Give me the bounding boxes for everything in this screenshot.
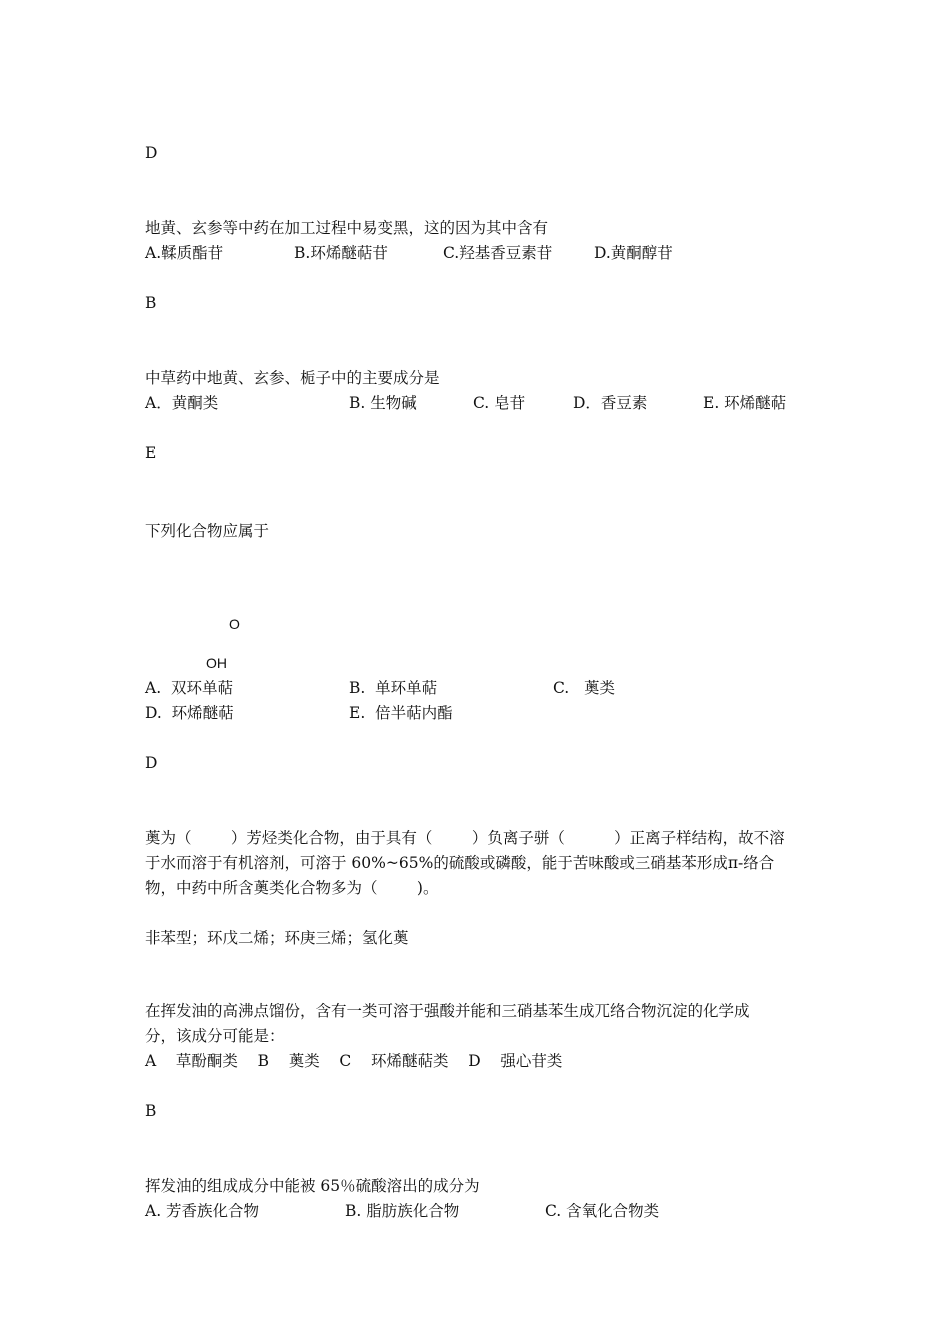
q2-option-d: D.黄酮醇苷 (594, 244, 673, 262)
answer-3: E (145, 444, 157, 462)
q3-option-a: A．黄酮类 (145, 394, 219, 412)
q7-option-b: B. 脂肪族化合物 (345, 1202, 460, 1220)
q4-option-a: A. 双环单萜 (145, 679, 233, 697)
q6-options: A 草酚酮类 B 薁类 C 环烯醚萜类 D 强心苷类 (145, 1052, 563, 1070)
question-6-line-2: 分，该成分可能是： (145, 1027, 285, 1045)
structure-label-o: O (229, 616, 240, 632)
answer-5: 非苯型；环戊二烯；环庚三烯；氢化薁 (145, 929, 409, 947)
q3-option-c: C. 皂苷 (473, 394, 526, 412)
q4-option-c: C. 薁类 (553, 679, 616, 697)
q3-option-d: D．香豆素 (573, 394, 648, 412)
q7-option-a: A. 芳香族化合物 (145, 1202, 260, 1220)
q2-option-a: A.鞣质酯苷 (145, 244, 224, 262)
question-5-line-1: 薁为（ ）芳烃类化合物，由于具有（ ）负离子骈（ ）正离子样结构，故不溶 (145, 829, 785, 847)
answer-1: D (145, 144, 158, 162)
q4-option-e: E. 倍半萜内酯 (349, 704, 453, 722)
q4-option-b: B. 单环单萜 (349, 679, 438, 697)
q2-option-b: B.环烯醚萜苷 (294, 244, 388, 262)
question-4: 下列化合物应属于 (145, 522, 270, 540)
question-2: 地黄、玄参等中药在加工过程中易变黑，这的因为其中含有 (145, 219, 549, 237)
question-7: 挥发油的组成成分中能被 65％硫酸溶出的成分为 (145, 1177, 480, 1195)
q4-option-d: D. 环烯醚萜 (145, 704, 234, 722)
answer-4: D (145, 754, 158, 772)
question-5-line-3: 物，中药中所含薁类化合物多为（ )。 (145, 879, 439, 897)
q7-option-c: C. 含氧化合物类 (545, 1202, 660, 1220)
answer-2: B (145, 294, 157, 312)
question-3: 中草药中地黄、玄参、栀子中的主要成分是 (145, 369, 440, 387)
q2-option-c: C.羟基香豆素苷 (443, 244, 553, 262)
question-5-line-2: 于水而溶于有机溶剂，可溶于 60%~65%的硫酸或磷酸，能于苦味酸或三硝基苯形成π-络合 (145, 854, 775, 872)
q3-option-b: B. 生物碱 (349, 394, 417, 412)
question-6-line-1: 在挥发油的高沸点馏份，含有一类可溶于强酸并能和三硝基苯生成兀络合物沉淀的化学成 (145, 1002, 750, 1020)
q3-option-e: E. 环烯醚萜 (703, 394, 787, 412)
structure-label-oh: OH (206, 655, 227, 671)
answer-6: B (145, 1102, 157, 1120)
